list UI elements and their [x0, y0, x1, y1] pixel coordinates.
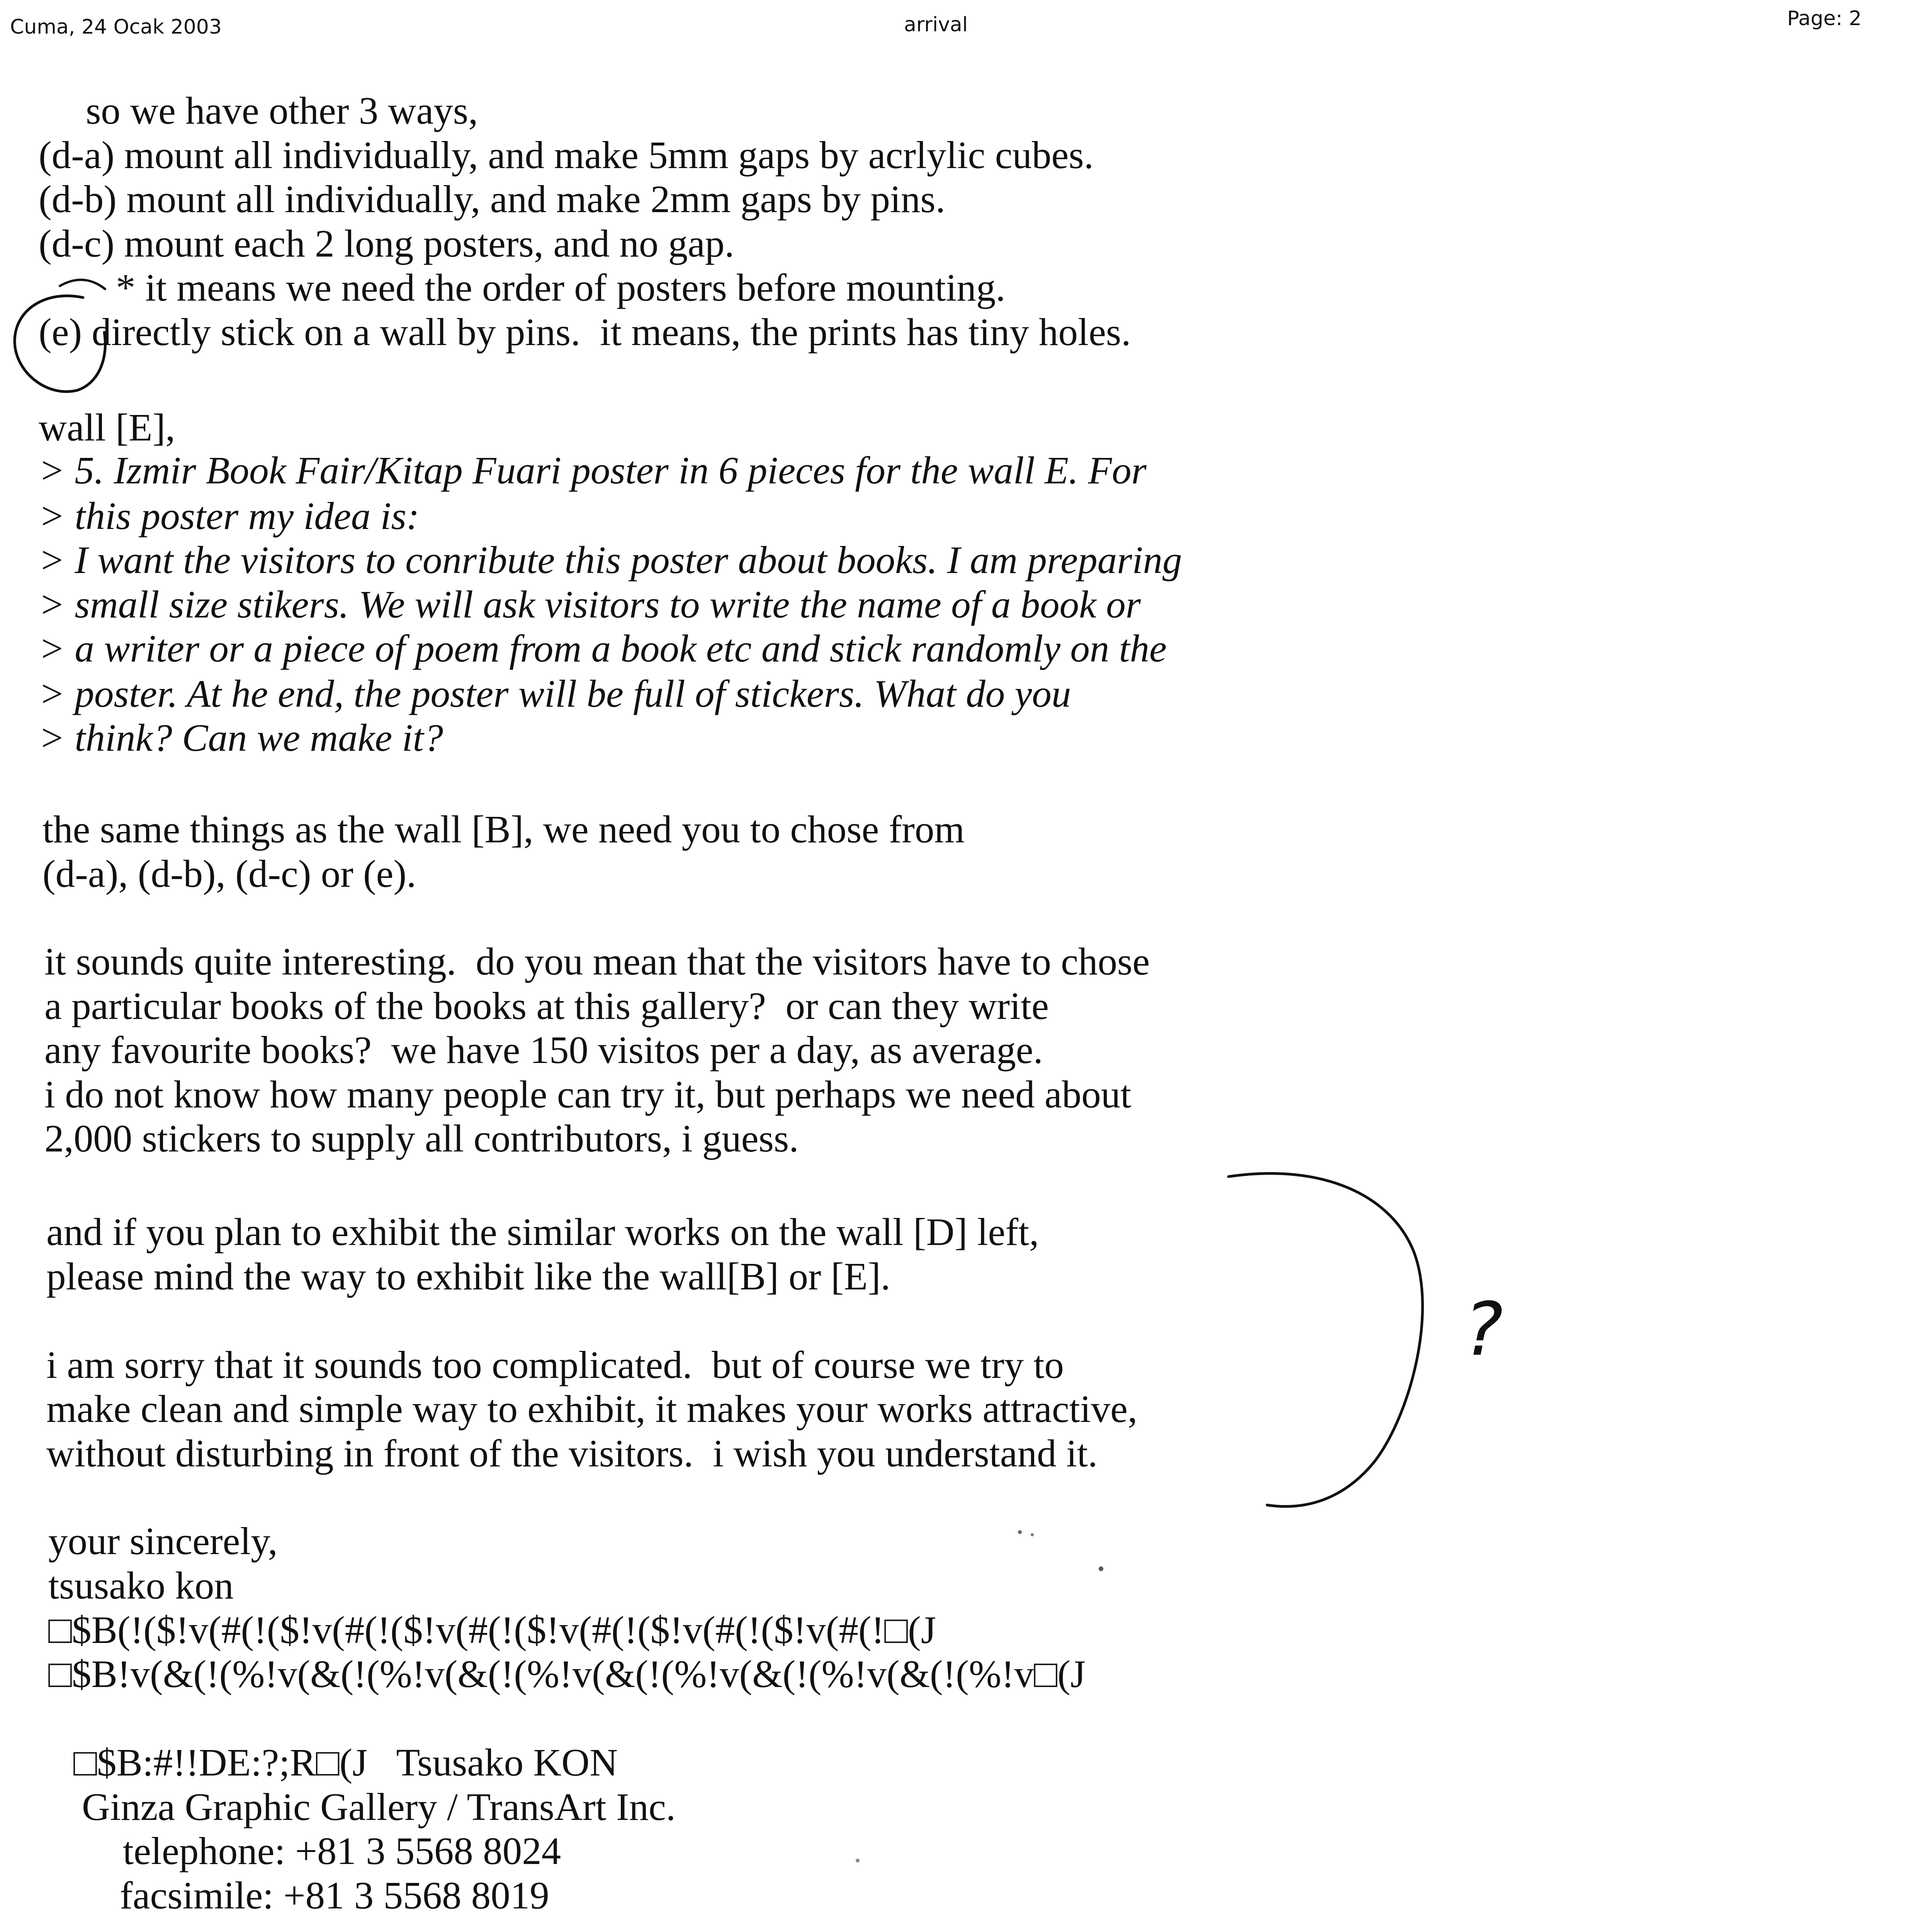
handwritten-tick-mark: [60, 280, 105, 289]
quoted-line: > think? Can we make it?: [39, 716, 443, 759]
handwritten-question-mark: ?: [1464, 1287, 1503, 1372]
body-line: (d-c) mount each 2 long posters, and no gap.: [39, 222, 734, 265]
body-line: please mind the way to exhibit like the wall[B] or [E].: [46, 1255, 890, 1298]
header-title: arrival: [904, 13, 968, 36]
body-line: any favourite books? we have 150 visitos per a day, as average.: [44, 1028, 1043, 1071]
quoted-line: > small size stikers. We will ask visitors to write the name of a book or: [39, 583, 1141, 626]
quoted-line: > a writer or a piece of poem from a book etc and stick randomly on the: [39, 627, 1167, 670]
handwritten-bracket-mark: [1228, 1173, 1422, 1507]
body-line: (e) directly stick on a wall by pins. it means, the prints has tiny holes.: [39, 310, 1131, 354]
body-line: it sounds quite interesting. do you mean that the visitors have to chose: [44, 940, 1150, 983]
body-line: (d-b) mount all individually, and make 2mm gaps by pins.: [39, 177, 945, 221]
signature-facsimile: facsimile: +81 3 5568 8019: [120, 1874, 549, 1917]
signoff-line: your sincerely,: [48, 1519, 278, 1563]
body-line: * it means we need the order of posters before mounting.: [116, 266, 1006, 309]
body-line: (d-a), (d-b), (d-c) or (e).: [42, 852, 416, 895]
body-line: i am sorry that it sounds too complicated. but of course we try to: [46, 1343, 1064, 1386]
body-line: 2,000 stickers to supply all contributors, i guess.: [44, 1117, 799, 1160]
body-line: i do not know how many people can try it, but perhaps we need about: [44, 1073, 1132, 1116]
body-line: without disturbing in front of the visitors. i wish you understand it.: [46, 1432, 1098, 1475]
header-page-number: Page: 2: [1787, 7, 1862, 30]
quoted-line: > I want the visitors to conribute this poster about books. I am preparing: [39, 538, 1182, 582]
signoff-name: tsusako kon: [48, 1564, 234, 1607]
quoted-line: > poster. At he end, the poster will be full of stickers. What do you: [39, 672, 1071, 715]
body-line: make clean and simple way to exhibit, it makes your works attractive,: [46, 1387, 1138, 1430]
signature-line: □$B:#!!DE:?;R□(J Tsusako KON: [73, 1741, 618, 1784]
quoted-line: > 5. Izmir Book Fair/Kitap Fuari poster in 6 pieces for the wall E. For: [39, 449, 1147, 492]
body-line: the same things as the wall [B], we need you to chose from: [42, 808, 965, 851]
garbled-line: □$B!v(&(!(%!v(&(!(%!v(&(!(%!v(&(!(%!v(&(!(%!v(&(!(%!v□(J: [48, 1652, 1086, 1696]
quoted-line: > this poster my idea is:: [39, 494, 420, 537]
signature-company: Ginza Graphic Gallery / TransArt Inc.: [82, 1785, 676, 1828]
body-line: a particular books of the books at this gallery? or can they write: [44, 984, 1049, 1027]
body-line: so we have other 3 ways,: [86, 89, 478, 132]
signature-telephone: telephone: +81 3 5568 8024: [123, 1829, 561, 1872]
garbled-line: □$B(!($!v(#(!($!v(#(!($!v(#(!($!v(#(!($!v(#(!($!v(#(!□(J: [48, 1608, 936, 1651]
body-line: wall [E],: [39, 406, 175, 449]
header-date: Cuma, 24 Ocak 2003: [10, 15, 222, 39]
body-line: (d-a) mount all individually, and make 5mm gaps by acrlylic cubes.: [39, 133, 1094, 177]
body-line: and if you plan to exhibit the similar works on the wall [D] left,: [46, 1210, 1039, 1253]
